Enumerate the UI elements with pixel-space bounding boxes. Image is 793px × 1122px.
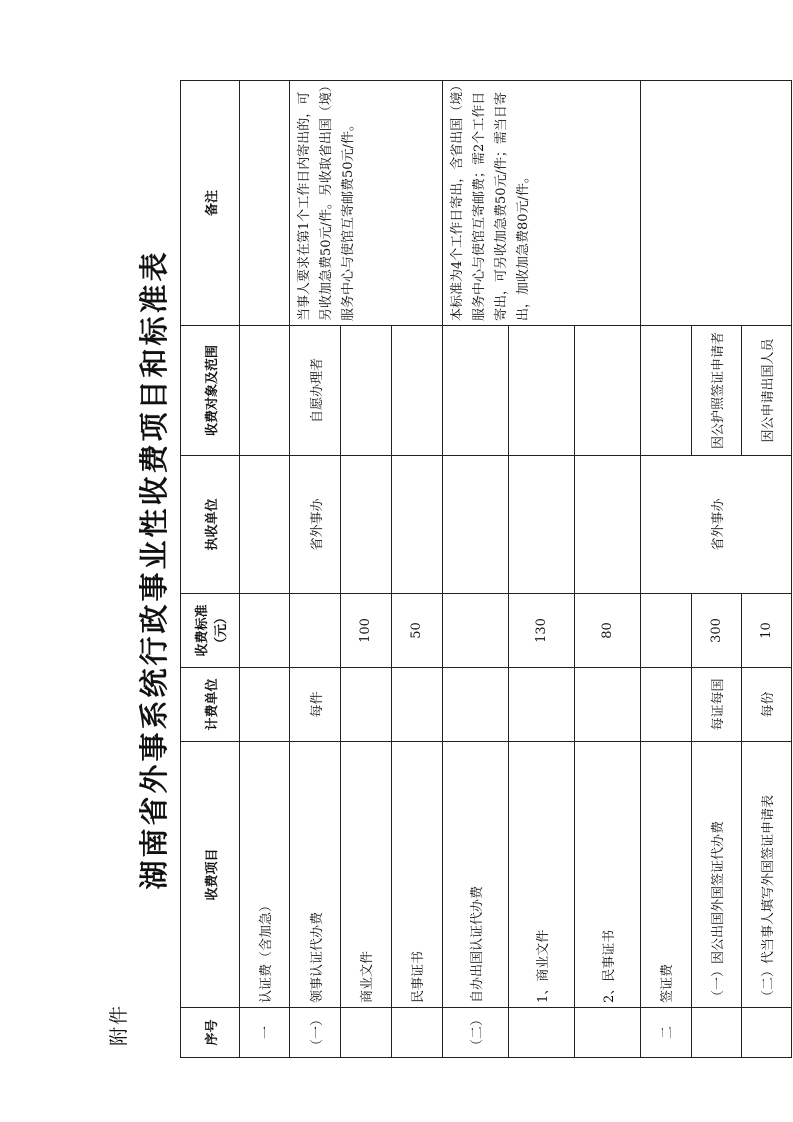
cell-seq — [575, 1008, 641, 1058]
cell-unit: 每证每国 — [691, 668, 741, 742]
cell-unit — [508, 668, 574, 742]
cell-collector — [391, 456, 442, 594]
cell-scope: 自愿办理者 — [290, 326, 341, 456]
cell-unit — [442, 668, 508, 742]
cell-scope — [442, 326, 508, 456]
cell-seq — [691, 1008, 741, 1058]
cell-seq — [341, 1008, 392, 1058]
cell-item: 自办出国认证代办费 — [442, 742, 508, 1008]
cell-item: 2、民事证书 — [575, 742, 641, 1008]
cell-unit — [240, 668, 290, 742]
cell-collector — [575, 456, 641, 594]
cell-seq — [508, 1008, 574, 1058]
cell-seq — [391, 1008, 442, 1058]
cell-seq: （二） — [442, 1008, 508, 1058]
cell-standard: 100 — [341, 594, 392, 668]
cell-standard — [240, 594, 290, 668]
table-row — [290, 81, 341, 1058]
header-item: 收费项目 — [181, 742, 240, 1008]
cell-scope — [508, 326, 574, 456]
cell-unit — [641, 668, 691, 742]
table-header-row — [181, 81, 240, 1058]
cell-scope — [641, 326, 691, 456]
cell-collector — [240, 456, 290, 594]
cell-unit: 每份 — [741, 668, 791, 742]
cell-standard — [442, 594, 508, 668]
cell-scope: 因公护照签证申请者 — [691, 326, 741, 456]
cell-unit: 每件 — [290, 668, 341, 742]
table-row — [641, 81, 691, 1058]
attachment-label: 附件 — [108, 1003, 130, 1046]
cell-item: （一）因公出国外国签证代办费 — [691, 742, 741, 1008]
cell-standard: 10 — [741, 594, 791, 668]
cell-standard: 130 — [508, 594, 574, 668]
header-note: 备注 — [181, 81, 240, 326]
cell-standard: 300 — [691, 594, 741, 668]
cell-scope — [391, 326, 442, 456]
cell-scope: 因公申请出国人员 — [741, 326, 791, 456]
cell-collector — [508, 456, 574, 594]
table-row — [442, 81, 508, 1058]
cell-scope — [341, 326, 392, 456]
cell-standard — [290, 594, 341, 668]
cell-note-consular: 当事人要求在第1个工作日内寄出的，可另收加急费50元/件。另收取省出国（境）服务中心与使馆互寄邮费50元/件。 — [290, 81, 443, 326]
header-scope: 收费对象及范围 — [181, 326, 240, 456]
cell-seq: 一 — [240, 1008, 290, 1058]
cell-seq — [741, 1008, 791, 1058]
cell-item: （二）代当事人填写外国签证申请表 — [741, 742, 791, 1008]
cell-scope — [575, 326, 641, 456]
cell-seq: 二 — [641, 1008, 691, 1058]
cell-item: 民事证书 — [391, 742, 442, 1008]
cell-standard: 80 — [575, 594, 641, 668]
cell-unit — [575, 668, 641, 742]
header-unit: 计费单位 — [181, 668, 240, 742]
document-title: 湖南省外事系统行政事业性收费项目和标准表 — [137, 249, 171, 890]
cell-item: 1、商业文件 — [508, 742, 574, 1008]
header-standard: 收费标准（元） — [181, 594, 240, 668]
cell-standard — [641, 594, 691, 668]
cell-scope — [240, 326, 290, 456]
cell-unit — [341, 668, 392, 742]
rotated-page-content — [132, 81, 792, 1058]
cell-collector: 省外事办 — [641, 456, 792, 594]
cell-unit — [391, 668, 442, 742]
cell-note — [641, 81, 792, 326]
header-seq: 序号 — [181, 1008, 240, 1058]
cell-standard: 50 — [391, 594, 442, 668]
cell-item: 认证费（含加急） — [240, 742, 290, 1008]
fee-table — [180, 80, 792, 1058]
cell-seq: （一） — [290, 1008, 341, 1058]
header-collector: 执收单位 — [181, 456, 240, 594]
cell-item: 签证费 — [641, 742, 691, 1008]
cell-collector: 省外事办 — [290, 456, 341, 594]
cell-collector — [341, 456, 392, 594]
cell-item: 商业文件 — [341, 742, 392, 1008]
cell-item: 领事认证代办费 — [290, 742, 341, 1008]
cell-collector — [442, 456, 508, 594]
table-row — [240, 81, 290, 1058]
cell-note — [240, 81, 290, 326]
cell-note-self: 本标准为4个工作日寄出，含省出国（境）服务中心与使馆互寄邮费；需2个工作日寄出，可另收加急费50元/件；需当日寄出，加收加急费80元/件。 — [442, 81, 641, 326]
